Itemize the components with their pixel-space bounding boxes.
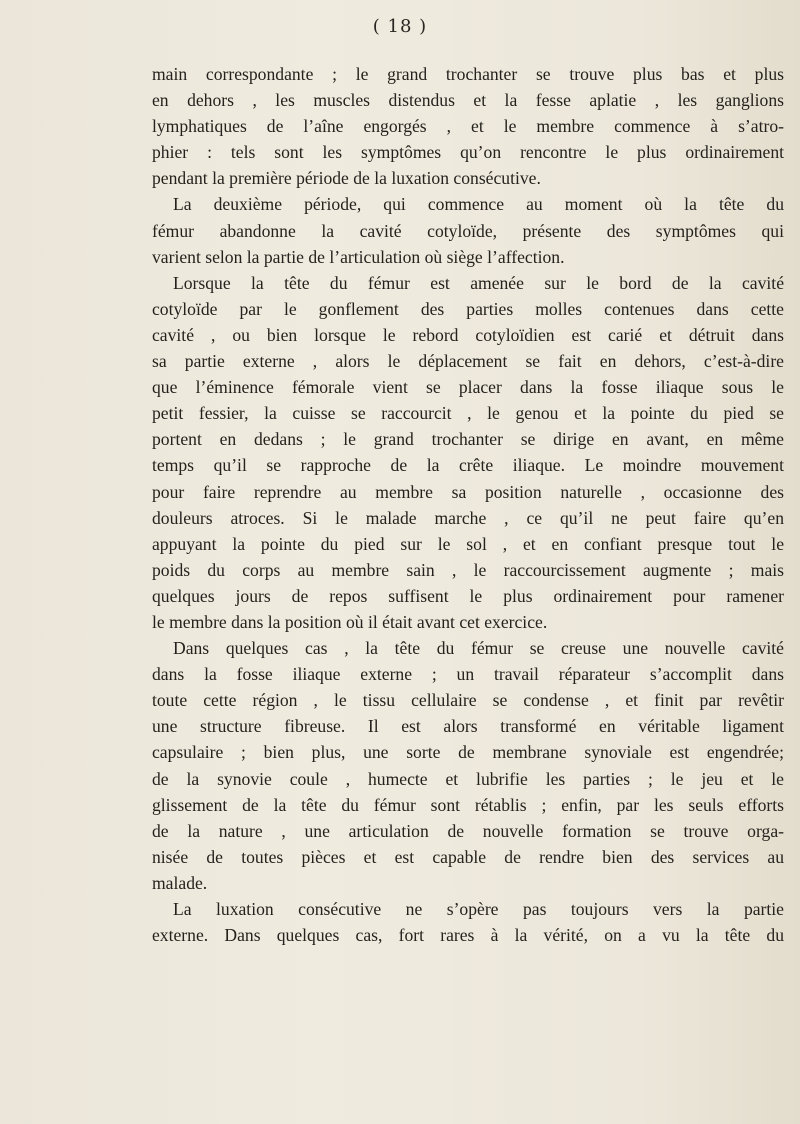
paragraph xyxy=(152,896,784,948)
text-line: appuyant la pointe du pied sur le sol , et en confiant presque tout le xyxy=(152,533,784,554)
text-line: Lorsque la tête du fémur est amenée sur le bord de la cavité xyxy=(173,272,784,293)
text-line: fémur abandonne la cavité cotyloïde, présente des symptômes qui xyxy=(152,220,784,241)
text-line: cavité , ou bien lorsque le rebord cotyloïdien est carié et détruit dans xyxy=(152,324,784,345)
text-line: externe. Dans quelques cas, fort rares à la vérité, on a vu la tête du xyxy=(152,925,784,946)
text-line: La luxation consécutive ne s’opère pas toujours vers la partie xyxy=(173,899,784,919)
text-line: pour faire reprendre au membre sa position naturelle , occasionne des xyxy=(152,481,784,502)
text-line: le membre dans la position où il était avant cet exercice. xyxy=(152,611,548,632)
text-line: que l’éminence fémorale vient se placer dans la fosse iliaque sous le xyxy=(152,377,784,398)
text-line: sa partie externe , alors le déplacement se fait en dehors, c’est-à-dire xyxy=(152,351,784,372)
text-line: de la synovie coule , humecte et lubrifie les parties ; le jeu et le xyxy=(152,768,784,789)
text-line: malade. xyxy=(152,872,208,893)
paragraph xyxy=(152,191,784,269)
text-line: en dehors , les muscles distendus et la fesse aplatie , les ganglions xyxy=(152,90,784,111)
text-line: lymphatiques de l’aîne engorgés , et le membre commence à s’atro- xyxy=(152,116,784,137)
text-line: Dans quelques cas , la tête du fémur se creuse une nouvelle cavité xyxy=(173,638,784,659)
text-line: capsulaire ; bien plus, une sorte de membrane synoviale est engendrée; xyxy=(152,742,784,763)
text-line: portent en dedans ; le grand trochanter se dirige en avant, en même xyxy=(152,429,784,450)
text-line: glissement de la tête du fémur sont rétablis ; enfin, par les seuls efforts xyxy=(152,794,784,815)
text-line: nisée de toutes pièces et est capable de rendre bien des services au xyxy=(152,846,784,867)
text-line: phier : tels sont les symptômes qu’on rencontre le plus ordinairement xyxy=(152,142,784,163)
text-line: petit fessier, la cuisse se raccourcit , le genou et la pointe du pied se xyxy=(152,403,784,424)
paragraph xyxy=(152,635,784,896)
text-line: pendant la première période de la luxation consécutive. xyxy=(152,168,541,189)
text-line: varient selon la partie de l’articulation où siège l’affection. xyxy=(152,246,565,267)
body-text xyxy=(152,61,784,948)
text-line: une structure fibreuse. Il est alors transformé en véritable ligament xyxy=(152,716,784,737)
text-line: douleurs atroces. Si le malade marche , ce qu’il ne peut faire qu’en xyxy=(152,507,784,528)
page-number: ( 18 ) xyxy=(372,16,428,37)
text-line: poids du corps au membre sain , le raccourcissement augmente ; mais xyxy=(152,559,784,580)
paragraph xyxy=(152,270,784,635)
text-line: temps qu’il se rapproche de la crête iliaque. Le moindre mouvement xyxy=(152,455,784,476)
text-line: main correspondante ; le grand trochanter se trouve plus bas et plus xyxy=(152,64,784,84)
text-line: cotyloïde par le gonflement des parties molles contenues dans cette xyxy=(152,298,784,319)
paragraph xyxy=(152,61,784,191)
text-line: quelques jours de repos suffisent le plus ordinairement pour ramener xyxy=(152,585,784,606)
text-line: La deuxième période, qui commence au moment où la tête du xyxy=(173,194,784,215)
text-line: dans la fosse iliaque externe ; un travail réparateur s’accomplit dans xyxy=(152,664,784,685)
text-line: toute cette région , le tissu cellulaire se condense , et finit par revêtir xyxy=(152,690,784,711)
text-line: de la nature , une articulation de nouvelle formation se trouve orga- xyxy=(152,820,784,841)
